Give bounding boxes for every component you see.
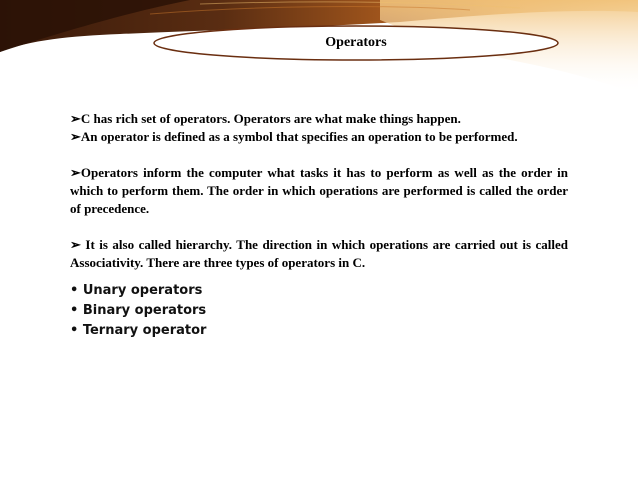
operator-types-list xyxy=(70,281,206,341)
slide-content xyxy=(70,110,568,272)
slide-title: Operators xyxy=(325,35,387,50)
title-oval xyxy=(154,26,558,60)
paragraph-3: ➢Operators inform the computer what tasks it has to perform as well as the order in which to perform them. The order in which operations are performed is called the order of precedence. xyxy=(70,165,568,216)
list-item: • Ternary operator xyxy=(70,323,207,338)
spacer xyxy=(70,218,568,236)
spacer xyxy=(70,146,568,164)
paragraph-2: ➢An operator is defined as a symbol that specifies an operation to be performed. xyxy=(70,129,518,144)
list-item: • Unary operators xyxy=(70,283,203,298)
paragraph-1: ➢C has rich set of operators. Operators are what make things happen. xyxy=(70,111,461,126)
list-item: • Binary operators xyxy=(70,303,207,318)
paragraph-4: ➢ It is also called hierarchy. The direction in which operations are carried out is called Associativity. There are three types of operators in C. xyxy=(70,237,568,270)
